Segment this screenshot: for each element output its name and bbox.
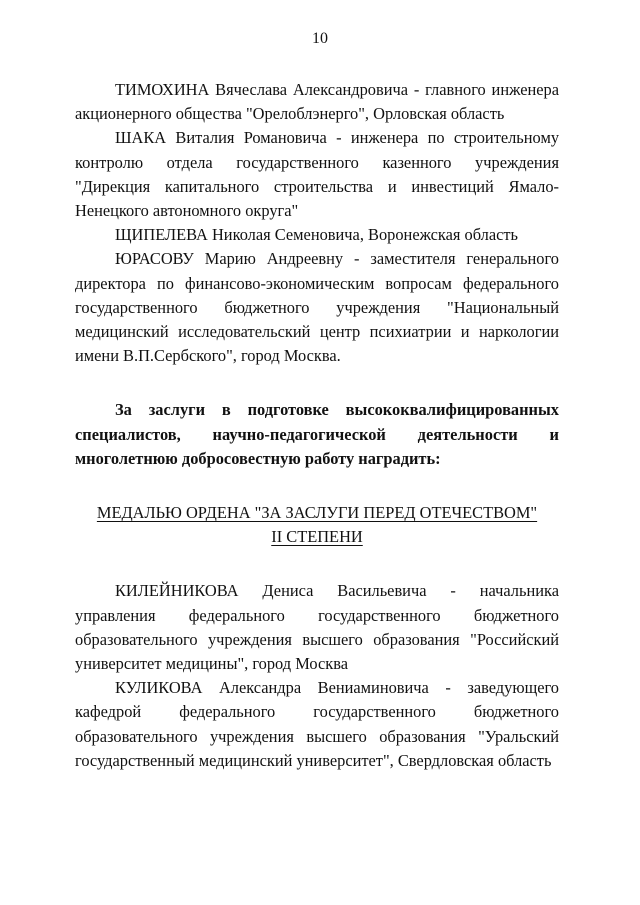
awardee-name: ТИМОХИНА Вячеслава Александровича (115, 80, 409, 99)
spacer (75, 368, 559, 398)
awardee-description: - заведующего кафедрой федерального государственного бюджетного образовательного учреждения высшего образования "Уральский государственный медицинский университет", Свердловская область (75, 678, 559, 770)
awardee-name: ШАКА Виталия Романовича (115, 128, 327, 148)
awardee-name: ЮРАСОВУ Марию Андреевну (115, 249, 344, 269)
awardee-paragraph (75, 579, 559, 676)
awardee-description: - главного инженера акционерного общества "Орелоблэнерго", Орловская область (75, 80, 559, 124)
page-number: 10 (312, 30, 328, 47)
awardee-paragraph (75, 247, 559, 368)
spacer (75, 471, 559, 501)
awardee-paragraph (75, 78, 559, 126)
award-section-heading: За заслуги в подготовке высококвалифицированных специалистов, научно-педагогической деятельности и многолетнюю добросовестную работу наградить: (75, 400, 559, 468)
awardee-paragraph (75, 676, 559, 773)
spacer (75, 549, 559, 579)
awardee-description: - заместителя генерального директора по финансово-экономическим вопросам федерального государственного бюджетного учреждения "Национальный медицинский исследовательский центр психиатрии и наркологии имени В.П.Сербского", город Москва. (75, 249, 559, 366)
document-body (75, 78, 559, 773)
awardee-name: ЩИПЕЛЕВА Николая Семеновича (115, 225, 360, 245)
awardee-description: - инженера по строительному контролю отдела государственного казенного учреждения "Дирекция капитального строительства и инвестиций Ямало-Ненецкого автономного округа" (75, 128, 560, 221)
awardee-description: , Воронежская область (359, 225, 519, 245)
awardee-name: КУЛИКОВА Александра Вениаминовича (115, 678, 429, 698)
medal-title-line2: II СТЕПЕНИ (271, 527, 363, 547)
awardee-paragraph (75, 223, 559, 247)
awardee-name: КИЛЕЙНИКОВА Дениса Васильевича (115, 581, 427, 601)
awardee-description: - начальника управления федерального государственного бюджетного образовательного учреждения высшего образования "Российский университет медицины", город Москва (75, 581, 559, 674)
medal-title-line1: МЕДАЛЬЮ ОРДЕНА "ЗА ЗАСЛУГИ ПЕРЕД ОТЕЧЕСТВОМ" (96, 503, 538, 523)
awardee-paragraph (75, 126, 559, 223)
